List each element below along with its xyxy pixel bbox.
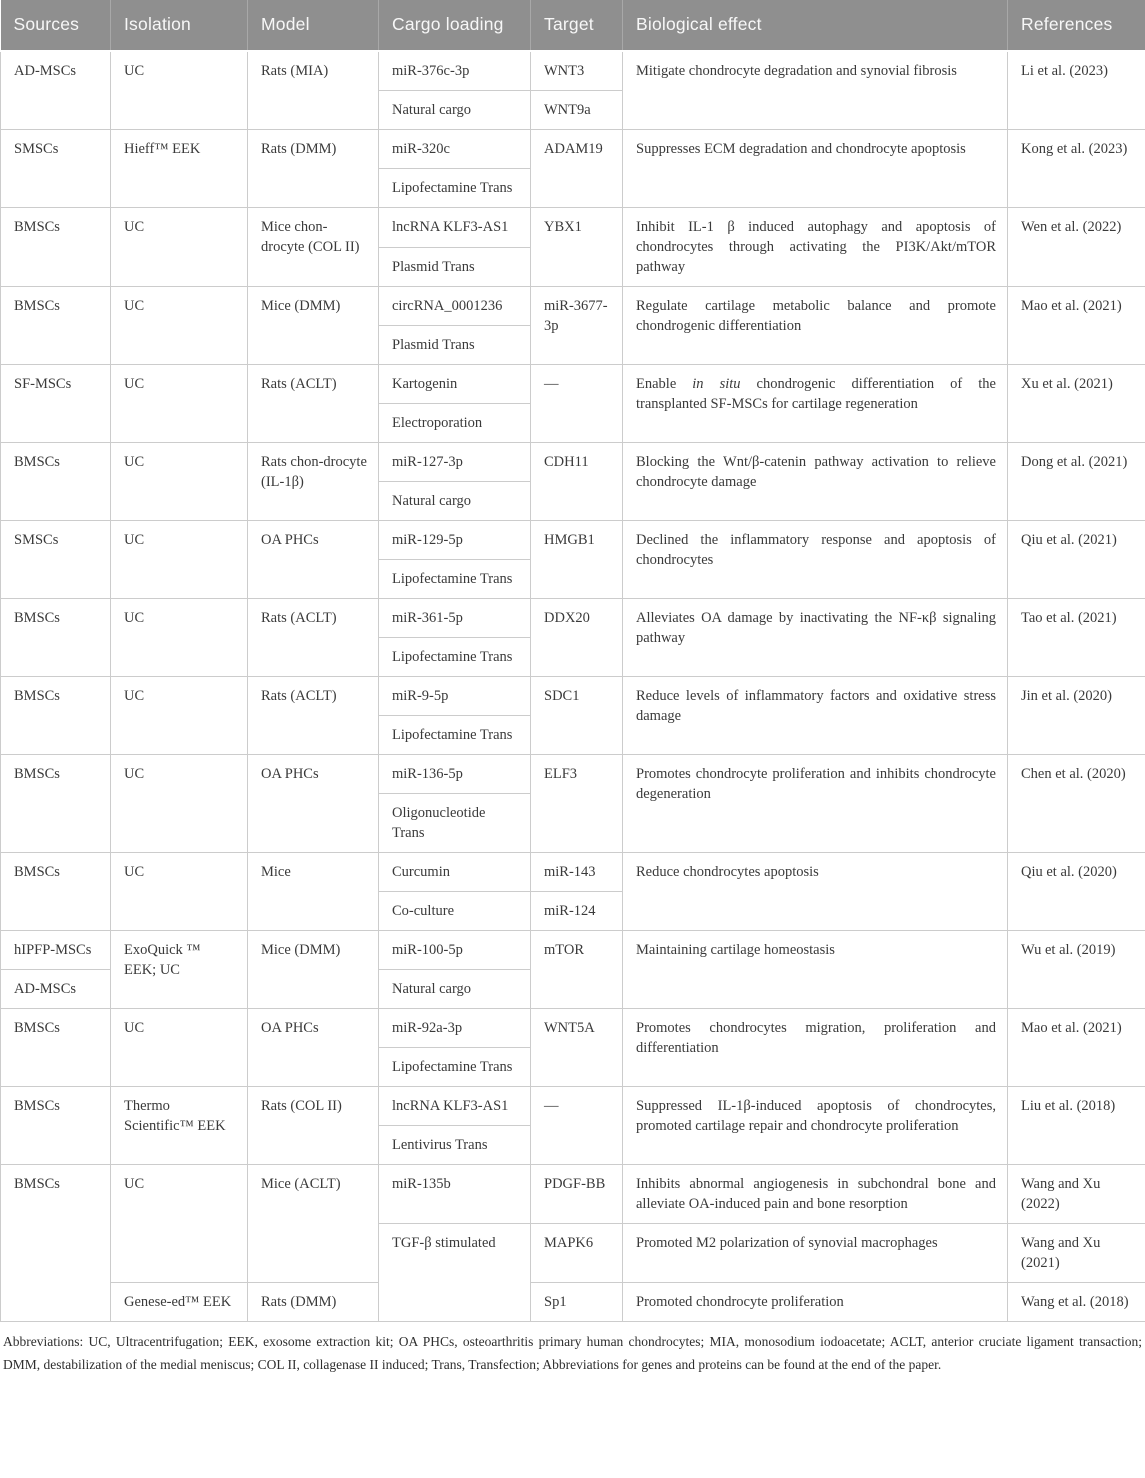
cell-biological-effect: Promoted M2 polarization of synovial macrophages — [623, 1224, 1008, 1283]
cell-target: CDH11 — [531, 443, 623, 521]
cell-cargo-loading: Lentivirus Trans — [379, 1126, 531, 1165]
cell-isolation: UC — [111, 51, 248, 130]
cell-model: Rats (ACLT) — [248, 599, 379, 677]
table-row — [1, 521, 1145, 560]
cell-references: Wang and Xu (2022) — [1008, 1165, 1145, 1224]
cell-biological-effect: Regulate cartilage metabolic balance and promote chondrogenic differentiation — [623, 287, 1008, 365]
cell-cargo-loading: Lipofectamine Trans — [379, 169, 531, 208]
cell-references: Kong et al. (2023) — [1008, 130, 1145, 208]
cell-sources: BMSCs — [1, 755, 111, 853]
cell-model: OA PHCs — [248, 755, 379, 853]
table-row — [1, 130, 1145, 169]
cell-cargo-loading: Lipofectamine Trans — [379, 560, 531, 599]
cell-cargo-loading: miR-92a-3p — [379, 1009, 531, 1048]
cell-model: Rats (DMM) — [248, 1283, 379, 1322]
cell-isolation: UC — [111, 208, 248, 287]
cell-isolation: UC — [111, 443, 248, 521]
cell-references: Liu et al. (2018) — [1008, 1087, 1145, 1165]
cell-biological-effect: Promoted chondrocyte proliferation — [623, 1283, 1008, 1322]
cell-isolation: UC — [111, 853, 248, 931]
cell-references: Wen et al. (2022) — [1008, 208, 1145, 287]
cell-target: WNT9a — [531, 91, 623, 130]
cell-references: Mao et al. (2021) — [1008, 1009, 1145, 1087]
cell-isolation: Thermo Scientific™ EEK — [111, 1087, 248, 1165]
cell-sources: SMSCs — [1, 521, 111, 599]
cell-model: Mice (ACLT) — [248, 1165, 379, 1283]
cell-cargo-loading: Natural cargo — [379, 482, 531, 521]
cell-isolation: UC — [111, 287, 248, 365]
cell-cargo-loading: miR-376c-3p — [379, 51, 531, 91]
cell-cargo-loading: lncRNA KLF3-AS1 — [379, 208, 531, 248]
cell-target: SDC1 — [531, 677, 623, 755]
cell-cargo-loading: miR-9-5p — [379, 677, 531, 716]
table-row — [1, 1165, 1145, 1224]
cell-sources: BMSCs — [1, 443, 111, 521]
cell-cargo-loading: Electroporation — [379, 404, 531, 443]
cell-target: DDX20 — [531, 599, 623, 677]
column-header-sources: Sources — [1, 0, 111, 51]
cell-biological-effect: Alleviates OA damage by inactivating the NF-κβ signaling pathway — [623, 599, 1008, 677]
cell-biological-effect: Declined the inflammatory response and apoptosis of chondrocytes — [623, 521, 1008, 599]
cell-biological-effect: Reduce levels of inflammatory factors and oxidative stress damage — [623, 677, 1008, 755]
cell-references: Dong et al. (2021) — [1008, 443, 1145, 521]
cell-isolation: UC — [111, 1165, 248, 1283]
cell-cargo-loading: lncRNA KLF3-AS1 — [379, 1087, 531, 1126]
cell-sources: AD-MSCs — [1, 970, 111, 1009]
cell-model: Mice (DMM) — [248, 931, 379, 1009]
cell-isolation: Hieff™ EEK — [111, 130, 248, 208]
table-body — [1, 51, 1145, 1322]
cell-model: OA PHCs — [248, 521, 379, 599]
cell-target: mTOR — [531, 931, 623, 1009]
cell-model: Rats (DMM) — [248, 130, 379, 208]
cell-sources: SF-MSCs — [1, 365, 111, 443]
column-header-isolation: Isolation — [111, 0, 248, 51]
cell-target: miR-3677-3p — [531, 287, 623, 365]
cell-biological-effect: Suppresses ECM degradation and chondrocyte apoptosis — [623, 130, 1008, 208]
table-header-row — [1, 0, 1145, 51]
table-row — [1, 208, 1145, 248]
cell-sources: BMSCs — [1, 287, 111, 365]
column-header-biological-effect: Biological effect — [623, 0, 1008, 51]
table-row — [1, 443, 1145, 482]
cell-isolation: UC — [111, 755, 248, 853]
cell-target: PDGF-BB — [531, 1165, 623, 1224]
cell-model: Rats (MIA) — [248, 51, 379, 130]
cell-sources: BMSCs — [1, 599, 111, 677]
cell-cargo-loading: Lipofectamine Trans — [379, 1048, 531, 1087]
cell-cargo-loading: Lipofectamine Trans — [379, 716, 531, 755]
cell-references: Jin et al. (2020) — [1008, 677, 1145, 755]
table-row — [1, 599, 1145, 638]
cell-references: Wu et al. (2019) — [1008, 931, 1145, 1009]
cell-target: — — [531, 1087, 623, 1165]
cell-sources: BMSCs — [1, 677, 111, 755]
abbreviations-footnote: Abbreviations: UC, Ultracentrifugation; EEK, exosome extraction kit; OA PHCs, osteoarthritis primary human chondrocytes; MIA, monosodium iodoacetate; ACLT, anterior cruciate ligament transaction; DMM, destabilization of the medial meniscus; COL II, collagenase II induced; Trans, Transfection; Abbreviations for genes and proteins can be found at the end of the paper. — [3, 1334, 1142, 1372]
cell-isolation: ExoQuick ™ EEK; UC — [111, 931, 248, 1009]
cell-model: Rats (ACLT) — [248, 365, 379, 443]
column-header-cargo-loading: Cargo loading — [379, 0, 531, 51]
cell-references: Li et al. (2023) — [1008, 51, 1145, 130]
table-row — [1, 853, 1145, 892]
cell-cargo-loading: Lipofectamine Trans — [379, 638, 531, 677]
cell-cargo-loading: circRNA_0001236 — [379, 287, 531, 326]
cell-cargo-loading: TGF-β stimulated — [379, 1224, 531, 1322]
table-row — [1, 287, 1145, 326]
cell-target: YBX1 — [531, 208, 623, 287]
cell-isolation: UC — [111, 1009, 248, 1087]
cell-biological-effect: Mitigate chondrocyte degradation and synovial fibrosis — [623, 51, 1008, 130]
cell-sources: BMSCs — [1, 1009, 111, 1087]
table-row — [1, 51, 1145, 91]
cell-model: Mice (DMM) — [248, 287, 379, 365]
cell-target: miR-124 — [531, 892, 623, 931]
cell-biological-effect: Inhibits abnormal angiogenesis in subchondral bone and alleviate OA-induced pain and bone resorption — [623, 1165, 1008, 1224]
cell-references: Wang and Xu (2021) — [1008, 1224, 1145, 1283]
cell-sources: BMSCs — [1, 208, 111, 287]
cell-model: Rats (COL II) — [248, 1087, 379, 1165]
cell-isolation: UC — [111, 521, 248, 599]
cell-target: miR-143 — [531, 853, 623, 892]
cell-references: Mao et al. (2021) — [1008, 287, 1145, 365]
cell-target: ADAM19 — [531, 130, 623, 208]
cell-sources: BMSCs — [1, 853, 111, 931]
column-header-model: Model — [248, 0, 379, 51]
cell-target: ELF3 — [531, 755, 623, 853]
cell-references: Qiu et al. (2021) — [1008, 521, 1145, 599]
cell-biological-effect: Reduce chondrocytes apoptosis — [623, 853, 1008, 931]
cell-cargo-loading: Natural cargo — [379, 970, 531, 1009]
cell-sources: BMSCs — [1, 1087, 111, 1165]
cell-cargo-loading: Plasmid Trans — [379, 247, 531, 287]
cell-target: WNT5A — [531, 1009, 623, 1087]
cell-cargo-loading: Oligonucleotide Trans — [379, 794, 531, 853]
cell-model: Mice — [248, 853, 379, 931]
cell-target: Sp1 — [531, 1283, 623, 1322]
cell-biological-effect: Promotes chondrocyte proliferation and inhibits chondrocyte degeneration — [623, 755, 1008, 853]
cell-references: Chen et al. (2020) — [1008, 755, 1145, 853]
cell-cargo-loading: Natural cargo — [379, 91, 531, 130]
cell-references: Wang et al. (2018) — [1008, 1283, 1145, 1322]
table-row — [1, 677, 1145, 716]
table-row — [1, 1283, 1145, 1322]
table-row — [1, 365, 1145, 404]
cell-isolation: UC — [111, 365, 248, 443]
cell-model: OA PHCs — [248, 1009, 379, 1087]
cell-cargo-loading: miR-129-5p — [379, 521, 531, 560]
cell-cargo-loading: Kartogenin — [379, 365, 531, 404]
column-header-references: References — [1008, 0, 1145, 51]
cell-isolation: UC — [111, 599, 248, 677]
cell-biological-effect: Enable in situ chondrogenic differentiation of the transplanted SF-MSCs for cartilage regeneration — [623, 365, 1008, 443]
cell-target: MAPK6 — [531, 1224, 623, 1283]
cell-biological-effect: Inhibit IL-1 β induced autophagy and apoptosis of chondrocytes through activating the PI3K/Akt/mTOR pathway — [623, 208, 1008, 287]
cell-references: Qiu et al. (2020) — [1008, 853, 1145, 931]
table-row — [1, 755, 1145, 794]
cell-cargo-loading: Plasmid Trans — [379, 326, 531, 365]
cell-cargo-loading: miR-127-3p — [379, 443, 531, 482]
cell-isolation: UC — [111, 677, 248, 755]
cell-cargo-loading: Curcumin — [379, 853, 531, 892]
column-header-target: Target — [531, 0, 623, 51]
cell-biological-effect: Promotes chondrocytes migration, proliferation and differentiation — [623, 1009, 1008, 1087]
cell-isolation: Genese-ed™ EEK — [111, 1283, 248, 1322]
table-row — [1, 931, 1145, 970]
cell-cargo-loading: miR-135b — [379, 1165, 531, 1224]
cell-references: Tao et al. (2021) — [1008, 599, 1145, 677]
cell-target: — — [531, 365, 623, 443]
cell-biological-effect: Suppressed IL-1β-induced apoptosis of chondrocytes, promoted cartilage repair and chondrocyte proliferation — [623, 1087, 1008, 1165]
cell-sources: SMSCs — [1, 130, 111, 208]
cell-cargo-loading: miR-361-5p — [379, 599, 531, 638]
cell-cargo-loading: miR-320c — [379, 130, 531, 169]
cell-model: Rats chon-drocyte (IL-1β) — [248, 443, 379, 521]
cell-model: Rats (ACLT) — [248, 677, 379, 755]
cell-sources: BMSCs — [1, 1165, 111, 1322]
cell-cargo-loading: miR-136-5p — [379, 755, 531, 794]
cell-references: Xu et al. (2021) — [1008, 365, 1145, 443]
cell-biological-effect: Blocking the Wnt/β-catenin pathway activation to relieve chondrocyte damage — [623, 443, 1008, 521]
cell-cargo-loading: miR-100-5p — [379, 931, 531, 970]
cell-target: WNT3 — [531, 51, 623, 91]
cell-sources: AD-MSCs — [1, 51, 111, 130]
table-row — [1, 1087, 1145, 1126]
table-row — [1, 1009, 1145, 1048]
cell-sources: hIPFP-MSCs — [1, 931, 111, 970]
cell-target: HMGB1 — [531, 521, 623, 599]
cell-biological-effect: Maintaining cartilage homeostasis — [623, 931, 1008, 1009]
cell-cargo-loading: Co-culture — [379, 892, 531, 931]
cell-model: Mice chon-drocyte (COL II) — [248, 208, 379, 287]
